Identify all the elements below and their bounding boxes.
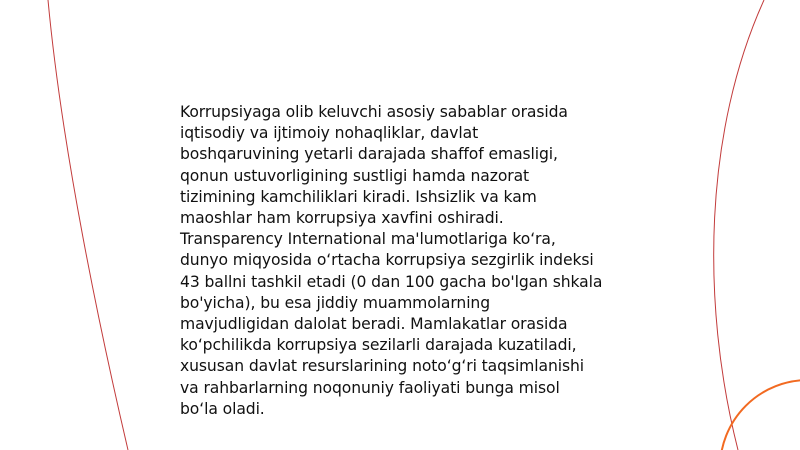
paragraph-line: bo‘la oladi. (180, 399, 265, 418)
paragraph-line: mavjudligidan dalolat beradi. Mamlakatlar orasida (180, 315, 568, 334)
paragraph-line: bo'yicha), bu esa jiddiy muammolarning (180, 293, 491, 312)
paragraph-line: boshqaruvining yetarli darajada shaffof emasligi, (180, 145, 558, 164)
left-curve-line (48, 0, 128, 450)
paragraph-line: Transparency International ma'lumotlariga ko‘ra, (180, 230, 556, 249)
paragraph-line: xususan davlat resurslarining noto‘g‘ri taqsimlanishi (180, 357, 585, 376)
paragraph-line: ko‘pchilikda korrupsiya sezilarli darajada kuzatiladi, (180, 336, 577, 355)
body-paragraph (180, 102, 620, 420)
right-curve-line (714, 0, 764, 450)
paragraph-line: qonun ustuvorligining sustligi hamda nazorat (180, 166, 530, 185)
orange-circle-arc (720, 380, 800, 450)
paragraph-line: maoshlar ham korrupsiya xavfini oshiradi. (180, 209, 504, 228)
paragraph-line: 43 ballni tashkil etadi (0 dan 100 gacha bo'lgan shkala (180, 272, 603, 291)
paragraph-line: Korrupsiyaga olib keluvchi asosiy sabablar orasida (180, 103, 568, 121)
paragraph-line: dunyo miqyosida o‘rtacha korrupsiya sezgirlik indeksi (180, 251, 594, 270)
paragraph-line: tizimining kamchiliklari kiradi. Ishsizlik va kam (180, 187, 537, 206)
paragraph-line: va rahbarlarning noqonuniy faoliyati bunga misol (180, 378, 560, 397)
paragraph-line: iqtisodiy va ijtimoiy nohaqliklar, davlat (180, 124, 479, 143)
